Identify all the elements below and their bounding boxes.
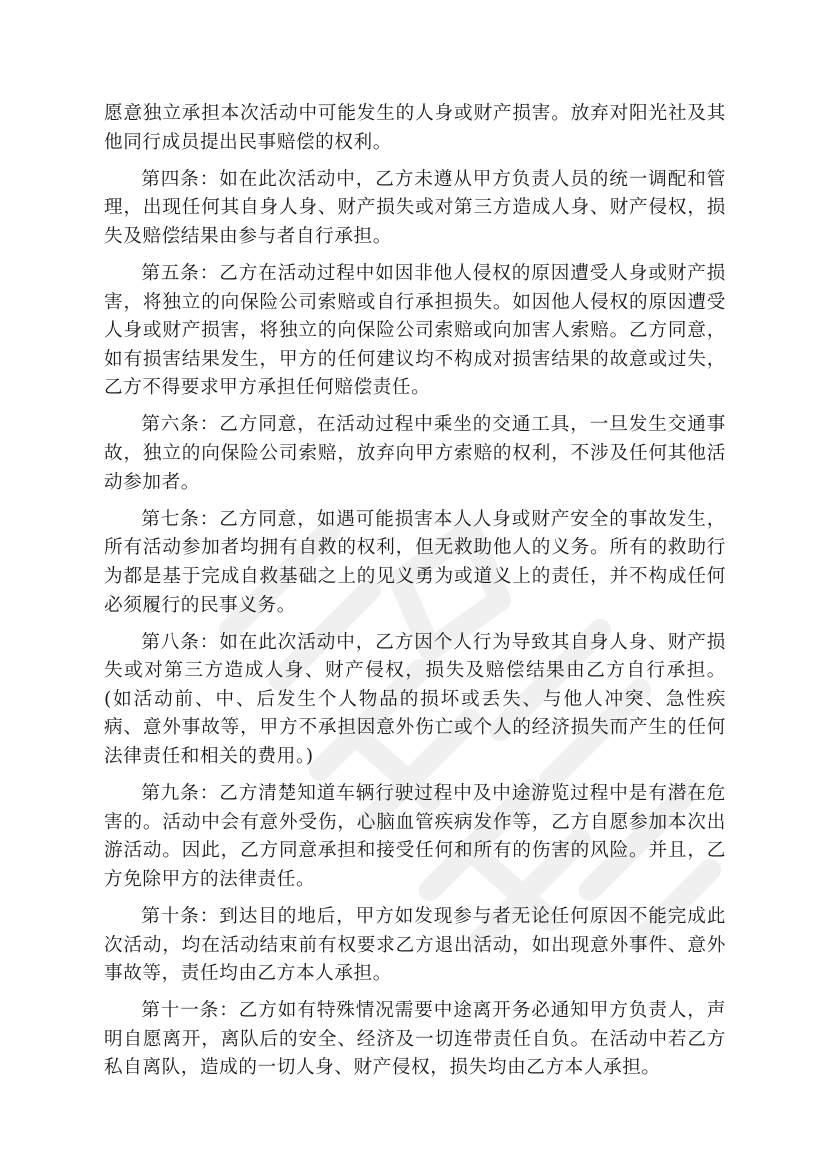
article-11-paragraph: 第十一条：乙方如有特殊情况需要中途离开务必通知甲方负责人，声明自愿离开，离队后的安全、经济及一切连带责任自负。在活动中若乙方私自离队，造成的一切人身、财产侵权，损失均由乙方本人承担。 [104, 1000, 726, 1079]
article-5-paragraph: 第五条：乙方在活动过程中如因非他人侵权的原因遭受人身或财产损害，将独立的向保险公司索赔或自行承担损失。如因他人侵权的原因遭受人身或财产损害，将独立的向保险公司索赔或向加害人索赔。乙方同意，如有损害结果发生，甲方的任何建议均不构成对损害结果的故意或过失，乙方不得要求甲方承担任何赔偿责任。 [104, 262, 726, 399]
article-7-paragraph: 第七条：乙方同意，如遇可能损害本人人身或财产安全的事故发生，所有活动参加者均拥有自救的权利，但无救助他人的义务。所有的救助行为都是基于完成自救基础之上的见义勇为或道义上的责任，并不构成任何必须履行的民事义务。 [104, 508, 726, 616]
article-4-paragraph: 第四条：如在此次活动中，乙方未遵从甲方负责人员的统一调配和管理，出现任何其自身人身、财产损失或对第三方造成人身、财产侵权，损失及赔偿结果由参与者自行承担。 [104, 168, 726, 247]
article-10-paragraph: 第十条：到达目的地后，甲方如发现参与者无论任何原因不能完成此次活动，均在活动结束前有权要求乙方退出活动，如出现意外事件、意外事故等，责任均由乙方本人承担。 [104, 905, 726, 985]
article-8-paragraph: 第八条：如在此次活动中，乙方因个人行为导致其自身人身、财产损失或对第三方造成人身、财产侵权，损失及赔偿结果由乙方自行承担。(如活动前、中、后发生个人物品的损坏或丢失、与他人冲突、急性疾病、意外事故等，甲方不承担因意外伤亡或个人的经济损失而产生的任何法律责任和相关的费用。) [104, 631, 726, 767]
article-6-paragraph: 第六条：乙方同意，在活动过程中乘坐的交通工具，一旦发生交通事故，独立的向保险公司索赔，放弃向甲方索赔的权利，不涉及任何其他活动参加者。 [104, 414, 726, 493]
article-9-paragraph: 第九条：乙方清楚知道车辆行驶过程中及中途游览过程中是有潜在危害的。活动中会有意外受伤，心脑血管疾病发作等，乙方自愿参加本次出游活动。因此，乙方同意承担和接受任何和所有的伤害的风险。并且，乙方免除甲方的法律责任。 [104, 783, 726, 890]
contract-text-body [104, 100, 726, 1092]
paragraph-continued: 愿意独立承担本次活动中可能发生的人身或财产损害。放弃对阳光社及其他同行成员提出民事赔偿的权利。 [104, 103, 726, 153]
